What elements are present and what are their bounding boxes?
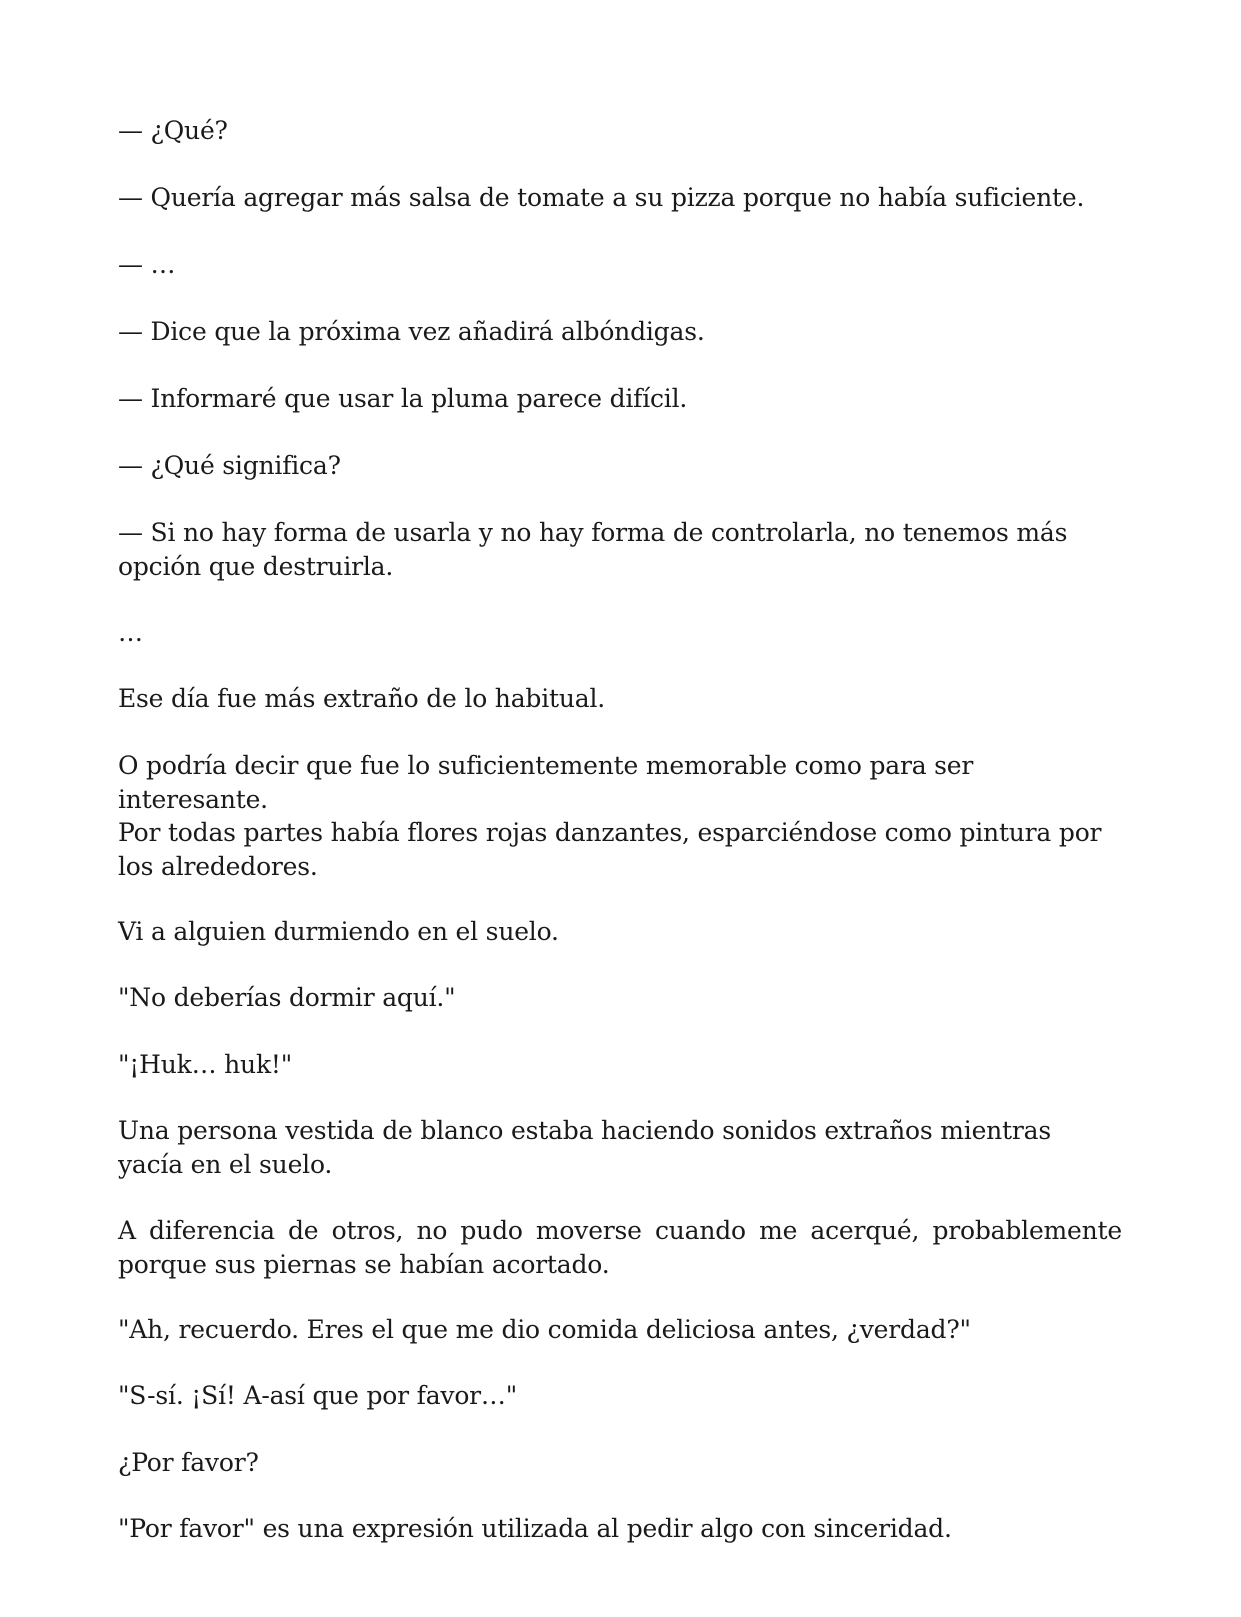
paragraph: "¡Huk… huk!" [118, 1050, 293, 1079]
paragraph: — Dice que la próxima vez añadirá albóndigas. [118, 317, 705, 346]
paragraph: Ese día fue más extraño de lo habitual. [118, 684, 605, 713]
paragraph: — … [118, 250, 176, 279]
paragraph: O podría decir que fue lo suficientemente memorable como para ser interesante. [118, 751, 974, 814]
paragraph: "Ah, recuerdo. Eres el que me dio comida deliciosa antes, ¿verdad?" [118, 1315, 971, 1344]
paragraph: "S-sí. ¡Sí! A-así que por favor…" [118, 1381, 518, 1410]
paragraph: ¿Por favor? [118, 1448, 259, 1477]
paragraph: — Informaré que usar la pluma parece difícil. [118, 384, 688, 413]
paragraph: Vi a alguien durmiendo en el suelo. [118, 917, 559, 946]
paragraph: — Si no hay forma de usarla y no hay forma de controlarla, no tenemos más opción que destruirla. [118, 518, 1068, 581]
paragraph: Una persona vestida de blanco estaba haciendo sonidos extraños mientras yacía en el suelo. [118, 1116, 1051, 1179]
paragraph: Por todas partes había flores rojas danzantes, esparciéndose como pintura por los alrededores. [118, 818, 1102, 881]
paragraph: "Por favor" es una expresión utilizada al pedir algo con sinceridad. [118, 1514, 952, 1543]
paragraph: — ¿Qué? [118, 116, 228, 145]
paragraph: "No deberías dormir aquí." [118, 983, 456, 1012]
paragraph: … [118, 618, 143, 647]
paragraph: A diferencia de otros, no pudo moverse cuando me acerqué, probablemente porque sus piernas se habían acortado. [118, 1216, 1122, 1279]
paragraph: — Quería agregar más salsa de tomate a su pizza porque no había suficiente. [118, 183, 1085, 212]
paragraph: — ¿Qué significa? [118, 451, 341, 480]
